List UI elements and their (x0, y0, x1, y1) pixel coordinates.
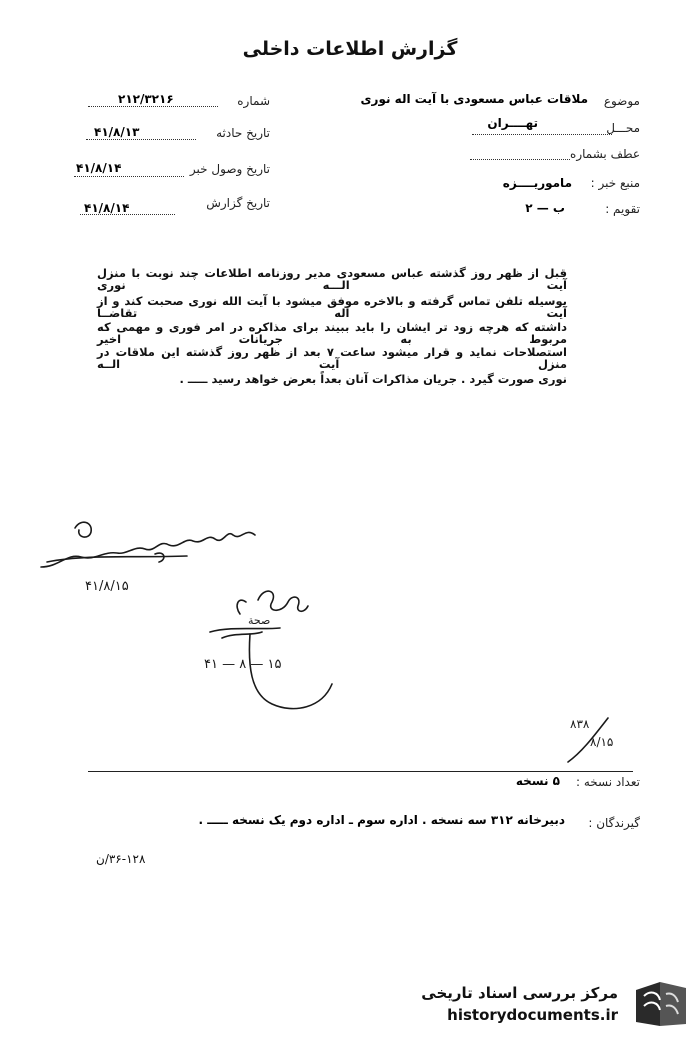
received-date-value: ۴۱/۸/۱۴ (76, 161, 122, 175)
incident-date-label: تاریخ حادثه (216, 126, 270, 140)
rating-label: تقویم : (605, 202, 640, 216)
handwritten-note-1-date: ۴۱/۸/۱۵ (85, 579, 129, 594)
handwritten-note-2 (200, 570, 350, 720)
place-dotted-line (472, 134, 612, 135)
archive-code: ۳۶-۱۲۸/ن (96, 852, 146, 866)
subject-label: موضوع (603, 94, 640, 108)
number-dotted-line (88, 106, 218, 107)
body-line: داشته که هرچه زود تر ایشان را باید ببیند برای مذاکره در امر فوری و مهمی که مربوط به جریانات اخیر (97, 320, 567, 346)
rating-value: ب — ۲ (525, 201, 565, 215)
separator-line (88, 771, 633, 772)
report-date-label: تاریخ گزارش (206, 196, 270, 210)
handwritten-note-3-number: ۸۳۸ (570, 717, 590, 731)
source-label: منبع خبر : (590, 176, 640, 190)
body-line: بوسیله تلفن تماس گرفته و بالاخره موفق میشود با آیت الله نوری صحبت کند و از آیت اله تقاضــا (97, 294, 567, 320)
recipients-label: گیرندگان : (588, 816, 640, 830)
document-title: گزارش اطلاعات داخلی (242, 38, 458, 60)
handwritten-note-3 (560, 710, 640, 770)
place-label: محـــل (606, 121, 640, 135)
incident-date-dotted-line (86, 139, 196, 140)
number-label: شماره (237, 94, 270, 108)
number-value: ۲۱۲/۳۲۱۶ (118, 92, 174, 106)
body-line: نوری صورت گیرد . جریان مذاکرات آنان بعداً بعرض خواهد رسید ـــــ . (179, 372, 567, 386)
handwritten-note-3-date: ۸/۱۵ (590, 735, 614, 749)
body-line: استصلاحات نماید و قرار میشود ساعت ۷ بعد از ظهر روز گذشته این ملاقات در منزل آیت الــه (97, 345, 567, 371)
subject-value: ملاقات عباس مسعودی با آیت اله نوری (360, 92, 588, 106)
copies-label: تعداد نسخه : (575, 775, 640, 789)
handwritten-note-2-date: ۴۱ — ۸ — ۱۵ (204, 657, 282, 672)
source-value: ماموریــــزه (502, 176, 572, 190)
history-center-logo-icon (630, 976, 692, 1032)
reference-label: عطف بشماره (570, 147, 640, 161)
received-date-dotted-line (74, 176, 184, 177)
incident-date-value: ۴۱/۸/۱۳ (94, 125, 140, 139)
reference-dotted-line (470, 159, 570, 160)
place-value: تهــــران (487, 116, 538, 130)
watermark-org-name: مرکز بررسی اسناد تاریخی (421, 984, 618, 1002)
body-line: قبل از ظهر روز گذشته عباس مسعودی مدیر روزنامه اطلاعات چند نوبت با منزل آیت الـــه نوری (97, 266, 567, 292)
watermark-url: historydocuments.ir (447, 1006, 618, 1024)
copies-value: ۵ نسخه (515, 774, 560, 788)
handwritten-note-2-word: صحة (248, 614, 271, 627)
recipients-value: دبیرخانه ۳۱۲ سه نسخه . اداره سوم ـ اداره دوم یک نسخه ـــــ . (198, 813, 565, 827)
report-date-value: ۴۱/۸/۱۴ (84, 201, 130, 215)
received-date-label: تاریخ وصول خبر (189, 162, 270, 176)
